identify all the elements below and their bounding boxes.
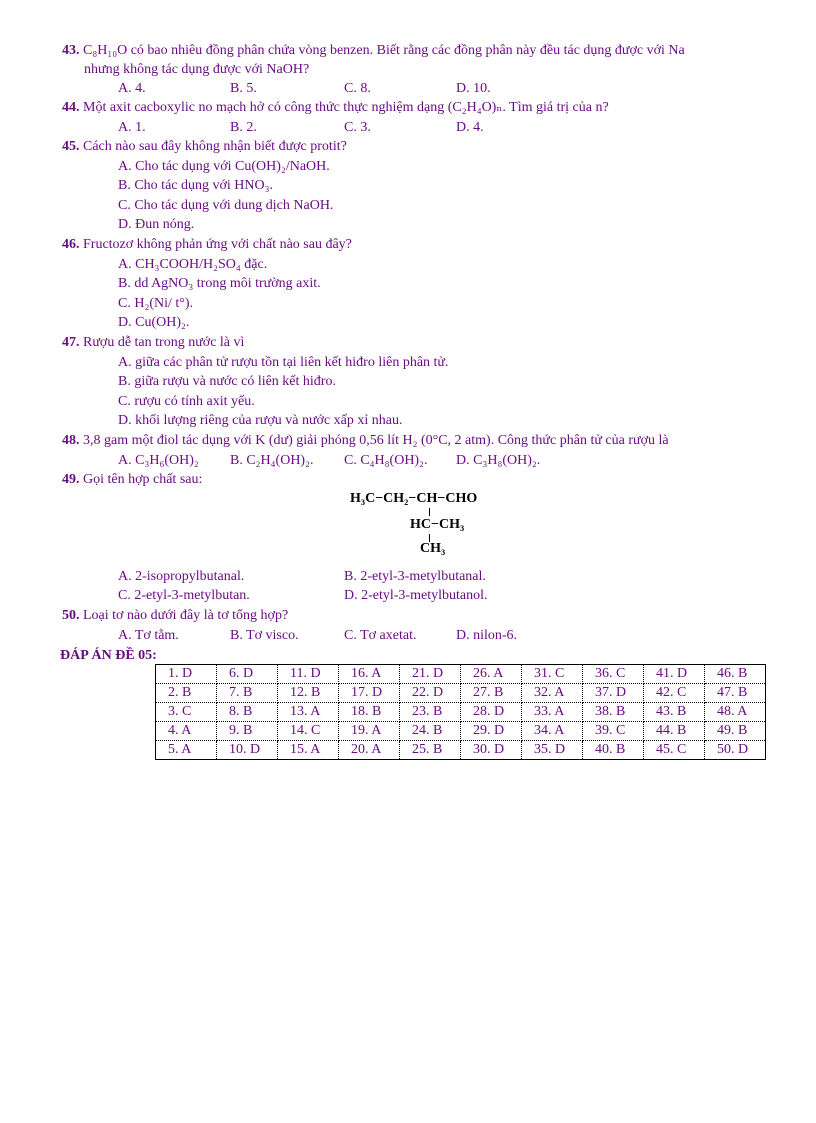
answer-cell: 21. D [400, 665, 461, 684]
q46-option-c: C. H₂(Ni/ t°). [118, 296, 194, 311]
q47-option-c: C. rượu có tính axit yếu. [118, 394, 255, 409]
answer-cell: 36. C [583, 665, 644, 684]
answer-cell: 5. A [156, 741, 217, 760]
answer-cell: 1. D [156, 665, 217, 684]
answer-cell: 44. B [644, 722, 705, 741]
answer-cell: 34. A [522, 722, 583, 741]
q46-option-d: D. Cu(OH)₂. [118, 315, 190, 330]
q47-option-b: B. giữa rượu và nước có liên kết hiđro. [118, 374, 336, 389]
q46-number: 46. [62, 237, 80, 252]
q50-option-b: B. Tơ visco. [230, 628, 299, 643]
answer-cell: 13. A [278, 703, 339, 722]
answer-cell: 23. B [400, 703, 461, 722]
q45-number: 45. [62, 139, 80, 154]
structure-row3: CH₃ [420, 541, 446, 556]
q48-number: 48. [62, 433, 80, 448]
q49-option-b: B. 2-etyl-3-metylbutanal. [344, 569, 486, 584]
q43-option-c: C. 8. [344, 81, 371, 96]
q44-option-a: A. 1. [118, 120, 146, 135]
q48-line [62, 432, 669, 450]
q46-option-b: B. dd AgNO₃ trong môi trường axit. [118, 276, 321, 291]
q49-number: 49. [62, 472, 80, 487]
answer-cell: 43. B [644, 703, 705, 722]
answer-cell: 42. C [644, 684, 705, 703]
q43-option-d: D. 10. [456, 81, 491, 96]
answer-cell: 18. B [339, 703, 400, 722]
structure-bond-1 [429, 508, 430, 516]
answer-row [156, 741, 766, 760]
q45-option-d: D. Đun nóng. [118, 217, 195, 232]
q49-option-c: C. 2-etyl-3-metylbutan. [118, 588, 250, 603]
answer-cell: 46. B [705, 665, 766, 684]
q44-option-b: B. 2. [230, 120, 257, 135]
q46-line [62, 236, 352, 254]
answer-cell: 32. A [522, 684, 583, 703]
q43-line1 [62, 42, 685, 60]
answer-cell: 7. B [217, 684, 278, 703]
q43-text: C₈H₁₀O có bao nhiêu đồng phân chứa vòng benzen. Biết rằng các đồng phân này đều tác dụng được với Na [83, 43, 685, 58]
answer-key-table [155, 664, 766, 760]
answer-row [156, 722, 766, 741]
answer-cell: 8. B [217, 703, 278, 722]
q43-option-a: A. 4. [118, 81, 146, 96]
q47-text: Rượu dễ tan trong nước là vì [83, 335, 245, 350]
q50-line [62, 607, 288, 625]
answer-cell: 37. D [583, 684, 644, 703]
answer-cell: 35. D [522, 741, 583, 760]
answer-cell: 16. A [339, 665, 400, 684]
q46-option-a: A. CH₃COOH/H₂SO₄ đặc. [118, 257, 268, 272]
answer-cell: 10. D [217, 741, 278, 760]
answer-cell: 3. C [156, 703, 217, 722]
answer-row [156, 703, 766, 722]
answer-row [156, 684, 766, 703]
q44-option-d: D. 4. [456, 120, 484, 135]
answer-cell: 14. C [278, 722, 339, 741]
q43-number: 43. [62, 43, 80, 58]
q48-text: 3,8 gam một điol tác dụng với K (dư) giải phóng 0,56 lít H₂ (0°C, 2 atm). Công thức phân tử của rượu là [83, 433, 669, 448]
q43-option-b: B. 5. [230, 81, 257, 96]
q49-option-d: D. 2-etyl-3-metylbutanol. [344, 588, 488, 603]
answer-cell: 41. D [644, 665, 705, 684]
answer-cell: 27. B [461, 684, 522, 703]
answer-cell: 9. B [217, 722, 278, 741]
q49-line [62, 471, 202, 489]
answer-cell: 30. D [461, 741, 522, 760]
structure-row2: HC−CH₃ [410, 517, 465, 532]
answer-cell: 29. D [461, 722, 522, 741]
answer-cell: 50. D [705, 741, 766, 760]
q48-option-b: B. C₂H₄(OH)₂. [230, 453, 314, 468]
q45-text: Cách nào sau đây không nhận biết được protit? [83, 139, 347, 154]
q48-option-c: C. C₄H₈(OH)₂. [344, 453, 428, 468]
q44-text: Một axit cacboxylic no mạch hở có công thức thực nghiệm dạng (C₂H₄O)ₙ. Tìm giá trị của n? [83, 100, 609, 115]
answer-key-body [156, 665, 766, 760]
q50-option-d: D. nilon-6. [456, 628, 518, 643]
answer-cell: 17. D [339, 684, 400, 703]
answer-key-title: ĐÁP ÁN ĐỀ 05: [60, 648, 157, 663]
q49-option-a: A. 2-isopropylbutanal. [118, 569, 245, 584]
q43-line2: nhưng không tác dụng được với NaOH? [84, 62, 310, 77]
answer-row [156, 665, 766, 684]
answer-cell: 20. A [339, 741, 400, 760]
answer-cell: 39. C [583, 722, 644, 741]
answer-cell: 6. D [217, 665, 278, 684]
q47-line [62, 334, 244, 352]
answer-cell: 33. A [522, 703, 583, 722]
answer-cell: 12. B [278, 684, 339, 703]
answer-cell: 19. A [339, 722, 400, 741]
answer-cell: 11. D [278, 665, 339, 684]
q45-option-c: C. Cho tác dụng với dung dịch NaOH. [118, 198, 334, 213]
q47-number: 47. [62, 335, 80, 350]
q48-option-d: D. C₃H₈(OH)₂. [456, 453, 541, 468]
answer-cell: 2. B [156, 684, 217, 703]
q45-option-b: B. Cho tác dụng với HNO₃. [118, 178, 273, 193]
answer-cell: 25. B [400, 741, 461, 760]
q50-option-c: C. Tơ axetat. [344, 628, 417, 643]
q49-text: Gọi tên hợp chất sau: [83, 472, 203, 487]
q44-number: 44. [62, 100, 80, 115]
answer-cell: 38. B [583, 703, 644, 722]
answer-cell: 15. A [278, 741, 339, 760]
answer-cell: 45. C [644, 741, 705, 760]
answer-cell: 48. A [705, 703, 766, 722]
answer-cell: 47. B [705, 684, 766, 703]
answer-cell: 22. D [400, 684, 461, 703]
q45-option-a: A. Cho tác dụng với Cu(OH)₂/NaOH. [118, 159, 330, 174]
answer-cell: 28. D [461, 703, 522, 722]
structure-row1: H₃C−CH₂−CH−CHO [350, 491, 478, 506]
q50-number: 50. [62, 608, 80, 623]
q44-option-c: C. 3. [344, 120, 371, 135]
answer-cell: 4. A [156, 722, 217, 741]
q50-option-a: A. Tơ tằm. [118, 628, 179, 643]
q46-text: Fructozơ không phản ứng với chất nào sau đây? [83, 237, 352, 252]
q47-option-d: D. khối lượng riêng của rượu và nước xấp xỉ nhau. [118, 413, 403, 428]
answer-cell: 40. B [583, 741, 644, 760]
answer-cell: 24. B [400, 722, 461, 741]
q47-option-a: A. giữa các phân tử rượu tồn tại liên kết hiđro liên phân tử. [118, 355, 449, 370]
q48-option-a: A. C₃H₆(OH)₂ [118, 453, 199, 468]
answer-cell: 26. A [461, 665, 522, 684]
answer-cell: 31. C [522, 665, 583, 684]
answer-cell: 49. B [705, 722, 766, 741]
q44-line [62, 99, 609, 117]
q50-text: Loại tơ nào dưới đây là tơ tổng hợp? [83, 608, 289, 623]
q45-line [62, 138, 347, 156]
